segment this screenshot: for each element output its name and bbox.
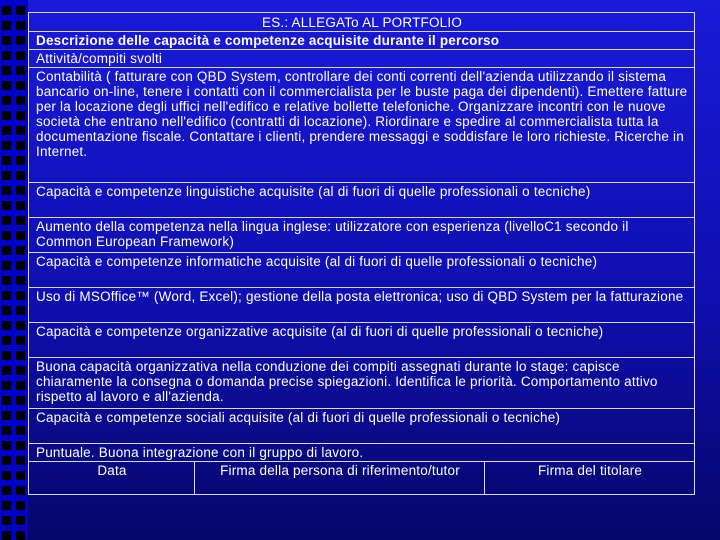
border-square — [16, 141, 25, 150]
border-square — [2, 276, 11, 285]
section-heading-sociali: Capacità e competenze sociali acquisite (al di fuori di quelle professionali o tecniche) — [29, 409, 695, 444]
border-square — [2, 96, 11, 105]
border-square — [2, 66, 11, 75]
section-body-informatiche: Uso di MSOffice™ (Word, Excel); gestione della posta elettronica; uso di QBD System per la fatturazione — [29, 288, 695, 323]
footer-owner-signature: Firma del titolare — [485, 462, 695, 495]
border-square — [2, 426, 11, 435]
border-square — [2, 36, 11, 45]
section-body-linguistiche: Aumento della competenza nella lingua inglese: utilizzatore con esperienza (livelloC1 secondo il Common European Framework) — [29, 218, 695, 253]
border-square — [2, 171, 11, 180]
border-square — [2, 291, 11, 300]
border-square — [2, 381, 11, 390]
border-square — [16, 291, 25, 300]
section-heading-linguistiche: Capacità e competenze linguistiche acquisite (al di fuori di quelle professionali o tecniche) — [29, 183, 695, 218]
border-square — [16, 321, 25, 330]
border-square — [16, 36, 25, 45]
border-square — [2, 351, 11, 360]
border-square — [16, 426, 25, 435]
border-square — [16, 531, 25, 540]
section-body-attivita: Contabilità ( fatturare con QBD System, controllare dei conti correnti dell'azienda utilizzando il sistema bancario on-line, tenere i contatti con il commercialista per le buste paga dei dipendenti). Emettere fatture per la locazione degli uffici nell'edifico e relative bollette telefoniche. Organizzare incontri con le nuove società che entrano nell'edifico (contratti di locazione). Riordinare e spedire al commercialista tutta la documentazione fiscale. Contattare i clienti, prendere messaggi e soddisfare le loro richieste. Ricerche in Internet. — [29, 68, 695, 183]
border-square — [2, 6, 11, 15]
border-square — [2, 336, 11, 345]
border-square — [2, 396, 11, 405]
border-square — [2, 516, 11, 525]
border-square — [16, 411, 25, 420]
border-square — [16, 51, 25, 60]
border-square — [16, 246, 25, 255]
border-square — [2, 306, 11, 315]
border-square — [2, 81, 11, 90]
border-square — [16, 261, 25, 270]
section-body-organizzative: Buona capacità organizzativa nella conduzione dei compiti assegnati durante lo stage: capisce chiaramente la consegna o domanda precise spiegazioni. Identifica le priorità. Comportamento attivo rispetto al lavoro e all'azienda. — [29, 358, 695, 409]
document-title: ES.: ALLEGATo AL PORTFOLIO — [29, 13, 695, 32]
border-square — [16, 471, 25, 480]
border-square — [2, 486, 11, 495]
border-square — [16, 516, 25, 525]
border-square — [16, 201, 25, 210]
border-square — [2, 471, 11, 480]
border-square — [16, 336, 25, 345]
border-square — [16, 276, 25, 285]
border-square — [2, 246, 11, 255]
section-heading-informatiche: Capacità e competenze informatiche acquisite (al di fuori di quelle professionali o tecniche) — [29, 253, 695, 288]
footer-tutor-signature: Firma della persona di riferimento/tutor — [195, 462, 485, 495]
border-square — [16, 126, 25, 135]
section-heading-organizzative: Capacità e competenze organizzative acquisite (al di fuori di quelle professionali o tecniche) — [29, 323, 695, 358]
border-square — [2, 261, 11, 270]
border-square — [16, 231, 25, 240]
border-square — [2, 456, 11, 465]
border-square — [2, 216, 11, 225]
border-square — [2, 51, 11, 60]
border-square — [2, 201, 11, 210]
border-square — [2, 141, 11, 150]
border-square — [16, 216, 25, 225]
border-square — [16, 6, 25, 15]
border-square — [16, 306, 25, 315]
section-body-sociali: Puntuale. Buona integrazione con il gruppo di lavoro. — [29, 444, 695, 462]
border-square — [2, 126, 11, 135]
border-square — [2, 231, 11, 240]
border-square — [2, 111, 11, 120]
border-square — [16, 111, 25, 120]
border-square — [16, 66, 25, 75]
border-square — [16, 501, 25, 510]
border-square — [16, 156, 25, 165]
border-square — [16, 486, 25, 495]
footer-date: Data — [29, 462, 195, 495]
document-frame — [28, 12, 694, 528]
border-square — [2, 186, 11, 195]
section-heading-attivita: Attività/compiti svolti — [29, 50, 695, 68]
border-square — [2, 366, 11, 375]
border-square — [2, 321, 11, 330]
border-square — [2, 21, 11, 30]
border-square — [16, 186, 25, 195]
border-square — [16, 351, 25, 360]
border-square — [2, 441, 11, 450]
document-subtitle: Descrizione delle capacità e competenze acquisite durante il percorso — [29, 32, 695, 50]
border-square — [2, 501, 11, 510]
border-square — [16, 381, 25, 390]
border-square — [16, 96, 25, 105]
border-square — [16, 81, 25, 90]
border-square — [2, 531, 11, 540]
border-square — [16, 441, 25, 450]
border-square — [16, 171, 25, 180]
border-square — [16, 456, 25, 465]
border-square — [16, 366, 25, 375]
border-square — [16, 21, 25, 30]
portfolio-table — [28, 12, 695, 495]
border-square — [16, 396, 25, 405]
border-square — [2, 156, 11, 165]
border-square — [2, 411, 11, 420]
